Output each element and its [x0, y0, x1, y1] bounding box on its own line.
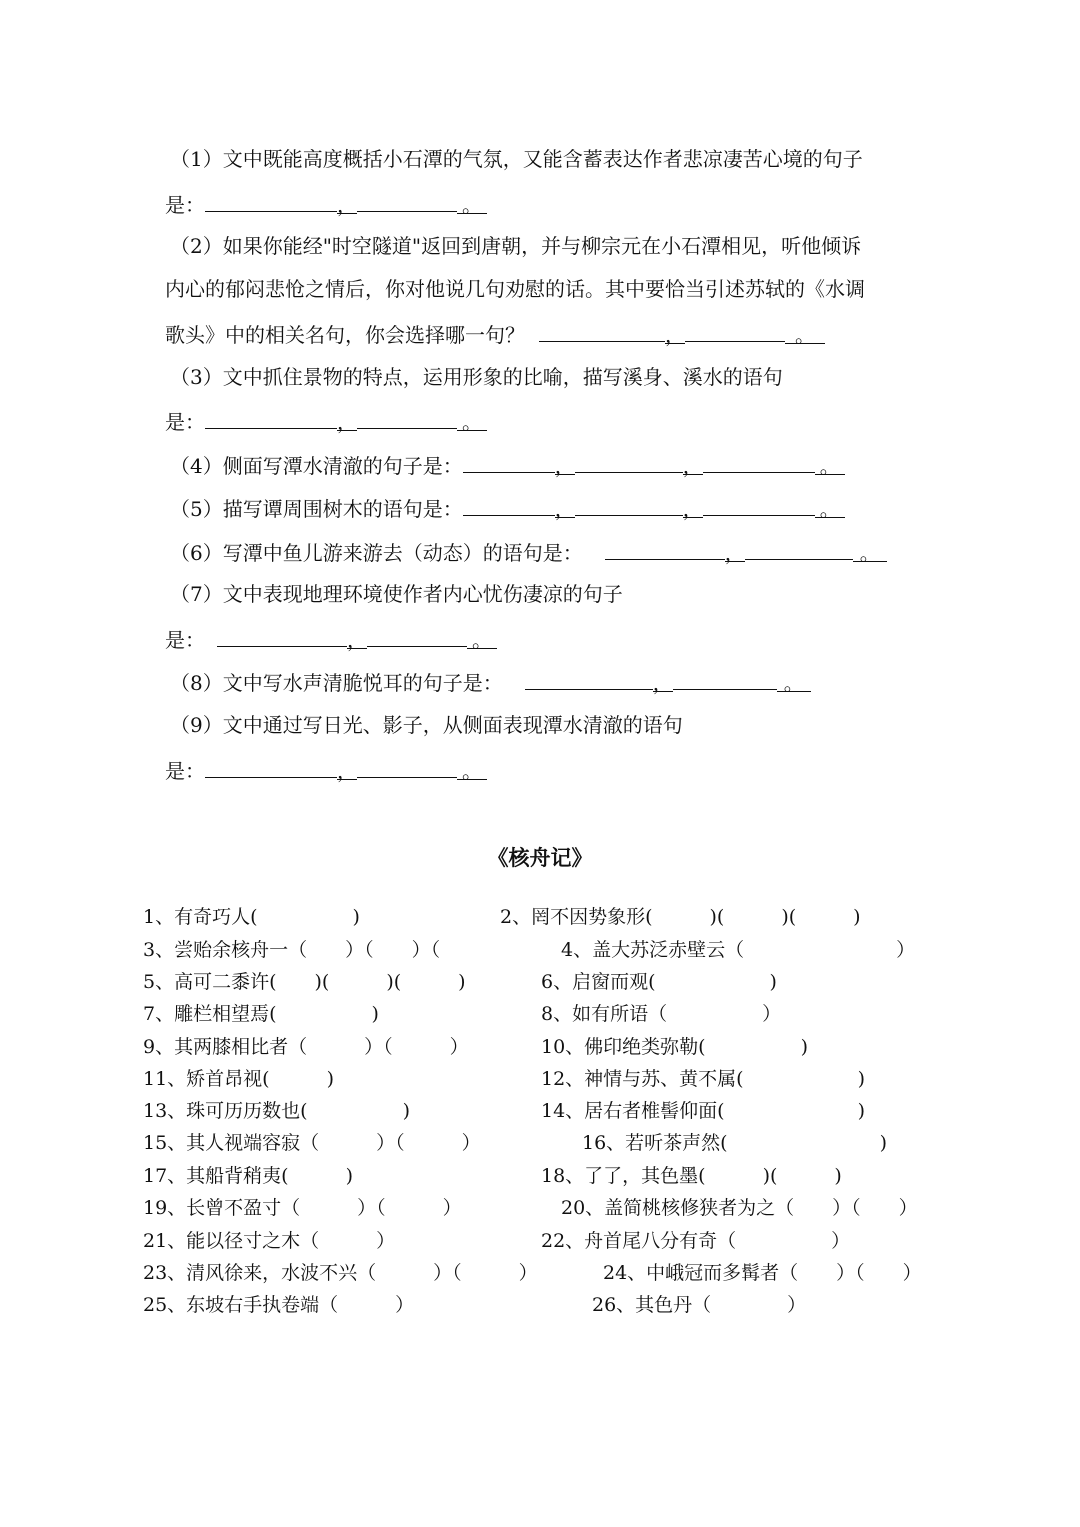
period: 。	[457, 408, 487, 431]
question-text: （6）写潭中鱼儿游来游去（动态）的语句是：	[170, 541, 583, 565]
vocab-item-15[interactable]: 15、其人视端容寂（ ）（ ）	[143, 1132, 481, 1154]
vocab-item-21[interactable]: 21、能以径寸之木（ ）	[143, 1230, 396, 1252]
vocab-item-17[interactable]: 17、其船背稍夷( )	[143, 1165, 354, 1187]
period: 。	[785, 321, 825, 344]
comma: ，	[337, 193, 357, 217]
vocab-item-22[interactable]: 22、舟首尾八分有奇（ ）	[541, 1230, 851, 1252]
vocab-item-6[interactable]: 6、启窗而观( )	[541, 971, 777, 993]
vocab-item-18[interactable]: 18、了了，其色墨( )( )	[541, 1165, 842, 1187]
answer-blank[interactable]	[205, 406, 337, 429]
vocab-item-4[interactable]: 4、盖大苏泛赤壁云（ ）	[561, 939, 916, 961]
question-2-line2: 内心的郁闷悲怆之情后，你对他说几句劝慰的话。其中要恰当引述苏轼的《水调	[165, 277, 865, 301]
answer-blank[interactable]	[703, 493, 815, 516]
question-1-line1: （1）文中既能高度概括小石潭的气氛，又能含蓄表达作者悲凉凄苦心境的句子	[170, 147, 863, 171]
period: 。	[815, 452, 845, 475]
answer-blank[interactable]	[357, 755, 457, 778]
comma: ，	[347, 628, 367, 652]
question-7-line2	[165, 624, 497, 654]
vocab-item-14[interactable]: 14、居右者椎髻仰面( )	[541, 1100, 866, 1122]
answer-blank[interactable]	[575, 450, 683, 473]
answer-blank[interactable]	[357, 189, 457, 212]
answer-prefix: 是：	[165, 193, 205, 217]
vocab-item-12[interactable]: 12、神情与苏、黄不属( )	[541, 1068, 866, 1090]
vocab-item-11[interactable]: 11、矫首昂视( )	[143, 1068, 335, 1090]
vocab-item-25[interactable]: 25、东坡右手执卷端（ ）	[143, 1294, 415, 1316]
question-6	[170, 537, 887, 567]
comma: ，	[337, 759, 357, 783]
question-text: 歌头》中的相关名句，你会选择哪一句？	[165, 323, 525, 347]
vocab-item-16[interactable]: 16、若听茶声然( )	[582, 1132, 888, 1154]
answer-blank[interactable]	[745, 537, 853, 560]
question-text: （8）文中写水声清脆悦耳的句子是：	[170, 671, 503, 695]
answer-blank[interactable]	[205, 189, 337, 212]
answer-blank[interactable]	[525, 667, 653, 690]
answer-blank[interactable]	[367, 624, 467, 647]
question-7-line1: （7）文中表现地理环境使作者内心忧伤凄凉的句子	[170, 582, 623, 606]
vocab-item-8[interactable]: 8、如有所语（ ）	[541, 1003, 782, 1025]
vocab-item-3[interactable]: 3、尝贻余核舟一（ ）（ ）（	[143, 939, 441, 961]
question-5	[170, 493, 845, 523]
answer-blank[interactable]	[575, 493, 683, 516]
answer-prefix: 是：	[165, 410, 205, 434]
comma: ，	[554, 454, 575, 478]
comma: ，	[724, 541, 745, 565]
answer-blank[interactable]	[357, 406, 457, 429]
question-text: （4）侧面写潭水清澈的句子是：	[170, 454, 463, 478]
period: 。	[457, 191, 487, 214]
vocab-item-5[interactable]: 5、高可二黍许( )( )( )	[143, 971, 466, 993]
answer-blank[interactable]	[217, 624, 347, 647]
vocab-item-24[interactable]: 24、中峨冠而多髯者（ ）（ ）	[603, 1262, 922, 1284]
answer-blank[interactable]	[463, 493, 555, 516]
vocab-item-26[interactable]: 26、其色丹（ ）	[592, 1294, 807, 1316]
question-9-line2	[165, 755, 487, 785]
question-text: （5）描写谭周围树木的语句是：	[170, 497, 463, 521]
answer-blank[interactable]	[673, 667, 777, 690]
comma: ，	[554, 497, 575, 521]
period: 。	[467, 626, 497, 649]
question-1-line2	[165, 189, 487, 219]
vocab-item-23[interactable]: 23、清风徐来，水波不兴（ ）（ ）	[143, 1262, 538, 1284]
answer-prefix: 是：	[165, 628, 205, 652]
vocab-item-20[interactable]: 20、盖简桃核修狭者为之（ ）（ ）	[561, 1197, 918, 1219]
answer-blank[interactable]	[205, 755, 337, 778]
section-title: 《核舟记》	[487, 845, 593, 870]
question-9-line1: （9）文中通过写日光、影子，从侧面表现潭水清澈的语句	[170, 713, 683, 737]
vocab-item-19[interactable]: 19、长曾不盈寸（ ）（ ）	[143, 1197, 462, 1219]
comma: ，	[665, 323, 685, 347]
comma: ，	[682, 497, 703, 521]
answer-blank[interactable]	[463, 450, 555, 473]
comma: ，	[337, 410, 357, 434]
answer-prefix: 是：	[165, 759, 205, 783]
comma: ，	[682, 454, 703, 478]
answer-blank[interactable]	[605, 537, 725, 560]
comma: ，	[652, 671, 673, 695]
answer-blank[interactable]	[539, 319, 665, 342]
period: 。	[457, 757, 487, 780]
answer-blank[interactable]	[703, 450, 815, 473]
period: 。	[853, 539, 887, 562]
answer-blank[interactable]	[685, 319, 785, 342]
question-3-line2	[165, 406, 487, 436]
question-8	[170, 667, 811, 697]
question-2-line3	[165, 319, 825, 349]
vocab-item-1[interactable]: 1、有奇巧人( )	[143, 906, 360, 928]
question-3-line1: （3）文中抓住景物的特点，运用形象的比喻，描写溪身、溪水的语句	[170, 365, 783, 389]
period: 。	[777, 669, 811, 692]
period: 。	[815, 495, 845, 518]
vocab-item-13[interactable]: 13、珠可历历数也( )	[143, 1100, 411, 1122]
vocab-item-10[interactable]: 10、佛印绝类弥勒( )	[541, 1036, 809, 1058]
vocab-item-7[interactable]: 7、雕栏相望焉( )	[143, 1003, 379, 1025]
vocab-item-2[interactable]: 2、罔不因势象形( )( )( )	[500, 906, 861, 928]
question-4	[170, 450, 845, 480]
question-2-line1: （2）如果你能经"时空隧道"返回到唐朝，并与柳宗元在小石潭相见，听他倾诉	[170, 234, 862, 258]
vocab-item-9[interactable]: 9、其两膝相比者（ ）（ ）	[143, 1036, 469, 1058]
